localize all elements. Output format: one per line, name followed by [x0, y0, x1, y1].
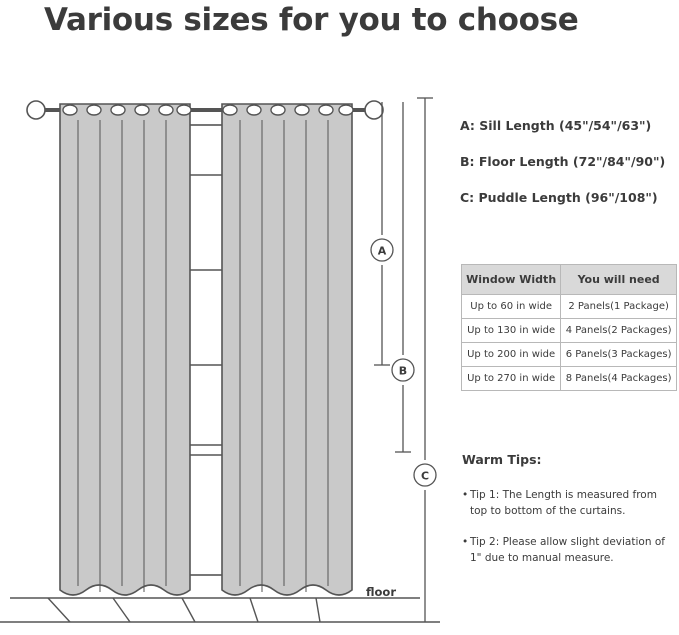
legend-item-c: C: Puddle Length (96"/108")	[460, 190, 658, 205]
page-title: Various sizes for you to choose	[44, 2, 579, 38]
table-cell-width: Up to 270 in wide	[462, 367, 561, 391]
table-row	[462, 343, 676, 367]
table-row	[462, 319, 676, 343]
table-header-you-will-need: You will need	[561, 265, 676, 295]
floor-label: floor	[366, 585, 396, 599]
table-cell-need: 4 Panels(2 Packages)	[561, 319, 676, 343]
table-row	[462, 295, 676, 319]
size-guide-table	[461, 264, 677, 391]
marker-a-label: A	[377, 244, 387, 258]
curtain-panel-left	[60, 104, 191, 595]
legend-item-a: A: Sill Length (45"/54"/63")	[460, 118, 652, 133]
table-header-window-width: Window Width	[462, 265, 561, 295]
warm-tip-2: • Tip 2: Please allow slight deviation of 1" due to manual measure.	[462, 534, 674, 567]
table-cell-width: Up to 60 in wide	[462, 295, 561, 319]
marker-c-label: C	[420, 469, 430, 483]
table-cell-need: 2 Panels(1 Package)	[561, 295, 676, 319]
warm-tips-title: Warm Tips:	[462, 452, 542, 467]
curtain-panel-right	[222, 104, 353, 595]
floor-lines	[0, 598, 440, 622]
curtain-diagram	[0, 70, 450, 630]
table-header-row	[462, 265, 676, 295]
table-cell-need: 8 Panels(4 Packages)	[561, 367, 676, 391]
warm-tips	[462, 452, 674, 580]
warm-tip-1: • Tip 1: The Length is measured from top to bottom of the curtains.	[462, 487, 674, 520]
table-cell-width: Up to 130 in wide	[462, 319, 561, 343]
table-row	[462, 367, 676, 391]
legend-item-b: B: Floor Length (72"/84"/90")	[460, 154, 666, 169]
marker-b-label: B	[398, 364, 408, 378]
table-cell-width: Up to 200 in wide	[462, 343, 561, 367]
table-cell-need: 6 Panels(3 Packages)	[561, 343, 676, 367]
legend	[460, 118, 675, 226]
